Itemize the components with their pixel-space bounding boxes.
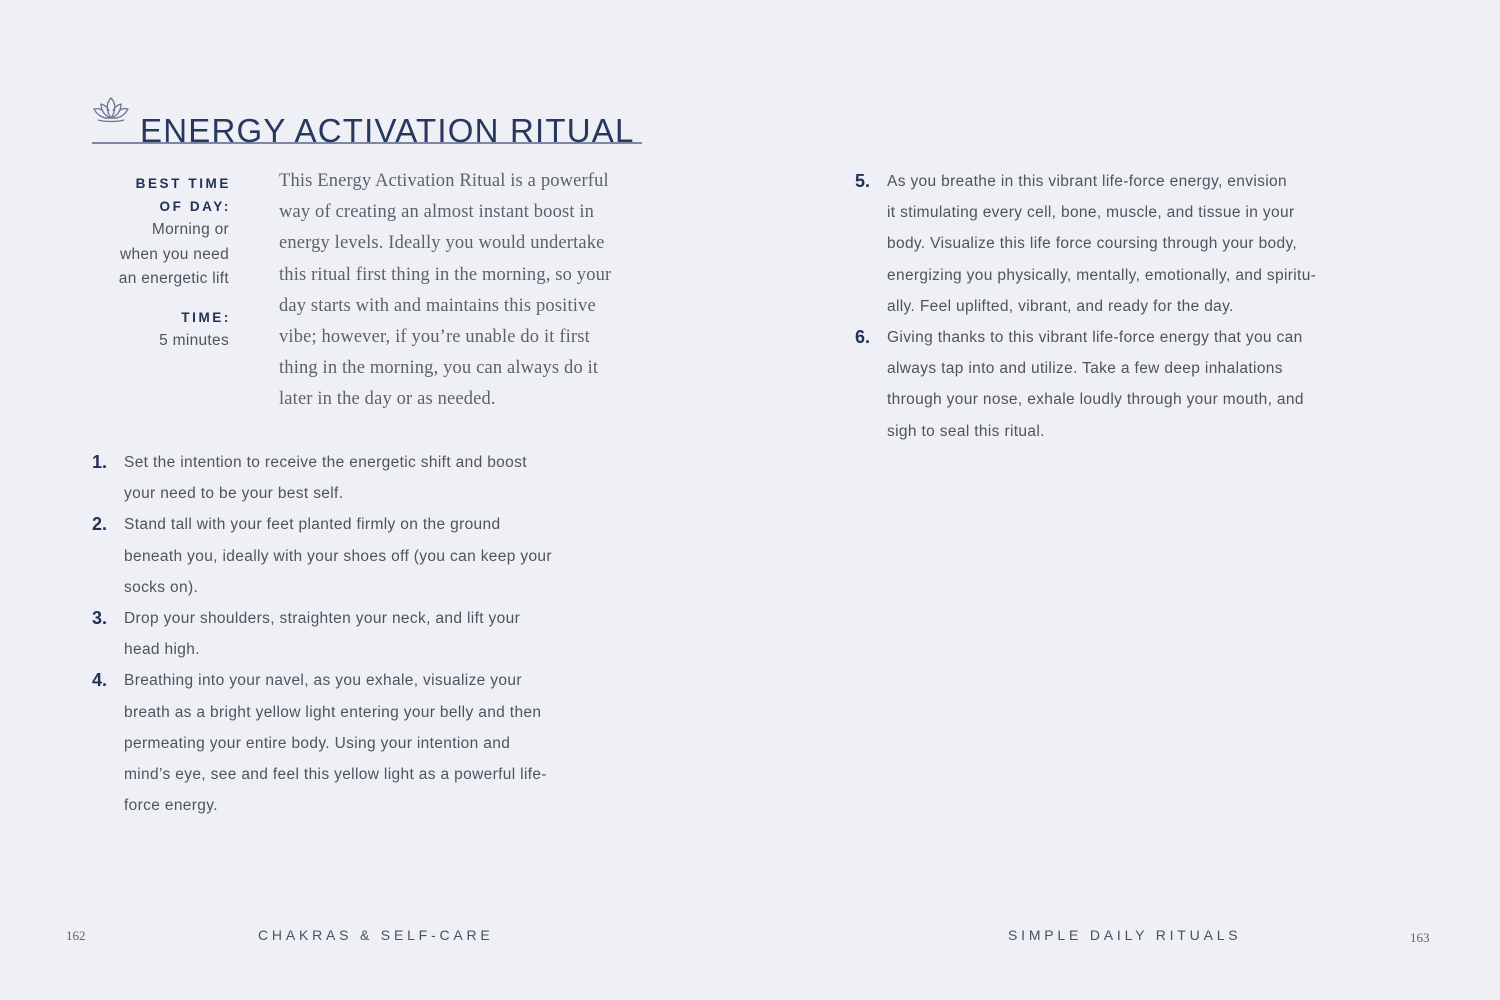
intro-paragraph — [279, 166, 649, 416]
step-line: As you breathe in this vibrant life-force energy, envision — [887, 173, 1287, 190]
step-line: Giving thanks to this vibrant life-force energy that you can — [887, 329, 1303, 347]
left-running-footer: CHAKRAS & SELF-CARE — [258, 927, 494, 943]
lotus-icon — [92, 94, 130, 124]
step-line: mind’s eye, see and feel this yellow light as a powerful life- — [124, 766, 547, 784]
step-line: beneath you, ideally with your shoes off (you can keep your — [124, 547, 552, 565]
step-line: head high. — [124, 641, 200, 659]
step-number: 3. — [92, 608, 108, 629]
intro-line: vibe; however, if you’re unable do it first — [279, 327, 590, 348]
step-line: Set the intention to receive the energetic shift and boost — [124, 454, 527, 471]
step-line: breath as a bright yellow light entering your belly and then — [124, 703, 542, 721]
title-block — [92, 86, 642, 150]
step-text — [124, 665, 632, 821]
sidebar-spacer — [80, 292, 229, 306]
step-1 — [92, 447, 632, 509]
time-label: TIME: — [181, 309, 231, 325]
step-line: it stimulating every cell, bone, muscle, and tissue in your — [887, 204, 1295, 222]
step-line: socks on). — [124, 578, 199, 596]
step-number: 2. — [92, 514, 108, 535]
left-page-number: 162 — [66, 928, 86, 943]
intro-line: way of creating an almost instant boost in — [279, 202, 595, 223]
step-number: 1. — [92, 452, 108, 472]
step-line: body. Visualize this life force coursing through your body, — [887, 235, 1298, 253]
step-line: force energy. — [124, 797, 218, 815]
step-text — [124, 447, 632, 509]
step-4 — [92, 665, 632, 821]
step-line: Drop your shoulders, straighten your neck, and lift your — [124, 610, 521, 628]
intro-line: day starts with and maintains this positive — [279, 295, 596, 316]
step-number: 6. — [855, 327, 871, 348]
step-line: your need to be your best self. — [124, 485, 344, 503]
step-text — [887, 166, 1415, 322]
step-2 — [92, 509, 632, 603]
best-time-label-line-2: OF DAY: — [159, 199, 231, 214]
step-number: 4. — [92, 670, 108, 691]
step-text — [124, 509, 632, 603]
best-time-value-line-3: an energetic lift — [118, 270, 229, 287]
step-line: sigh to seal this ritual. — [887, 422, 1045, 440]
intro-line: This Energy Activation Ritual is a powerful — [279, 171, 609, 191]
intro-line: energy levels. Ideally you would undertake — [279, 233, 605, 254]
time-value: 5 minutes — [159, 331, 229, 349]
step-line: Breathing into your navel, as you exhale, visualize your — [124, 672, 522, 690]
step-line: through your nose, exhale loudly through your mouth, and — [887, 391, 1304, 409]
right-page-number: 163 — [1410, 930, 1430, 945]
right-running-footer: SIMPLE DAILY RITUALS — [1008, 927, 1242, 943]
step-line: energizing you physically, mentally, emotionally, and spiritu- — [887, 266, 1317, 284]
ritual-details-sidebar — [80, 172, 229, 353]
intro-line: this ritual first thing in the morning, so your — [279, 264, 612, 285]
step-6 — [855, 322, 1415, 447]
step-5 — [855, 166, 1415, 322]
step-text — [124, 603, 632, 665]
steps-list-right — [855, 166, 1415, 447]
step-text — [887, 322, 1415, 447]
step-line: always tap into and utilize. Take a few deep inhalations — [887, 360, 1283, 378]
page-title: ENERGY ACTIVATION RITUAL — [140, 112, 635, 150]
best-time-label-line-1: BEST TIME — [135, 176, 231, 191]
step-3 — [92, 603, 632, 665]
step-line: Stand tall with your feet planted firmly on the ground — [124, 516, 501, 534]
best-time-value-line-1: Morning or — [151, 221, 229, 238]
intro-line: thing in the morning, you can always do it — [279, 358, 599, 379]
best-time-value-line-2: when you need — [119, 245, 229, 263]
step-line: permeating your entire body. Using your intention and — [124, 734, 511, 752]
intro-line: later in the day or as needed. — [279, 389, 496, 410]
step-line: ally. Feel uplifted, vibrant, and ready for the day. — [887, 297, 1234, 315]
step-number: 5. — [855, 171, 871, 191]
steps-list-left — [92, 447, 632, 821]
